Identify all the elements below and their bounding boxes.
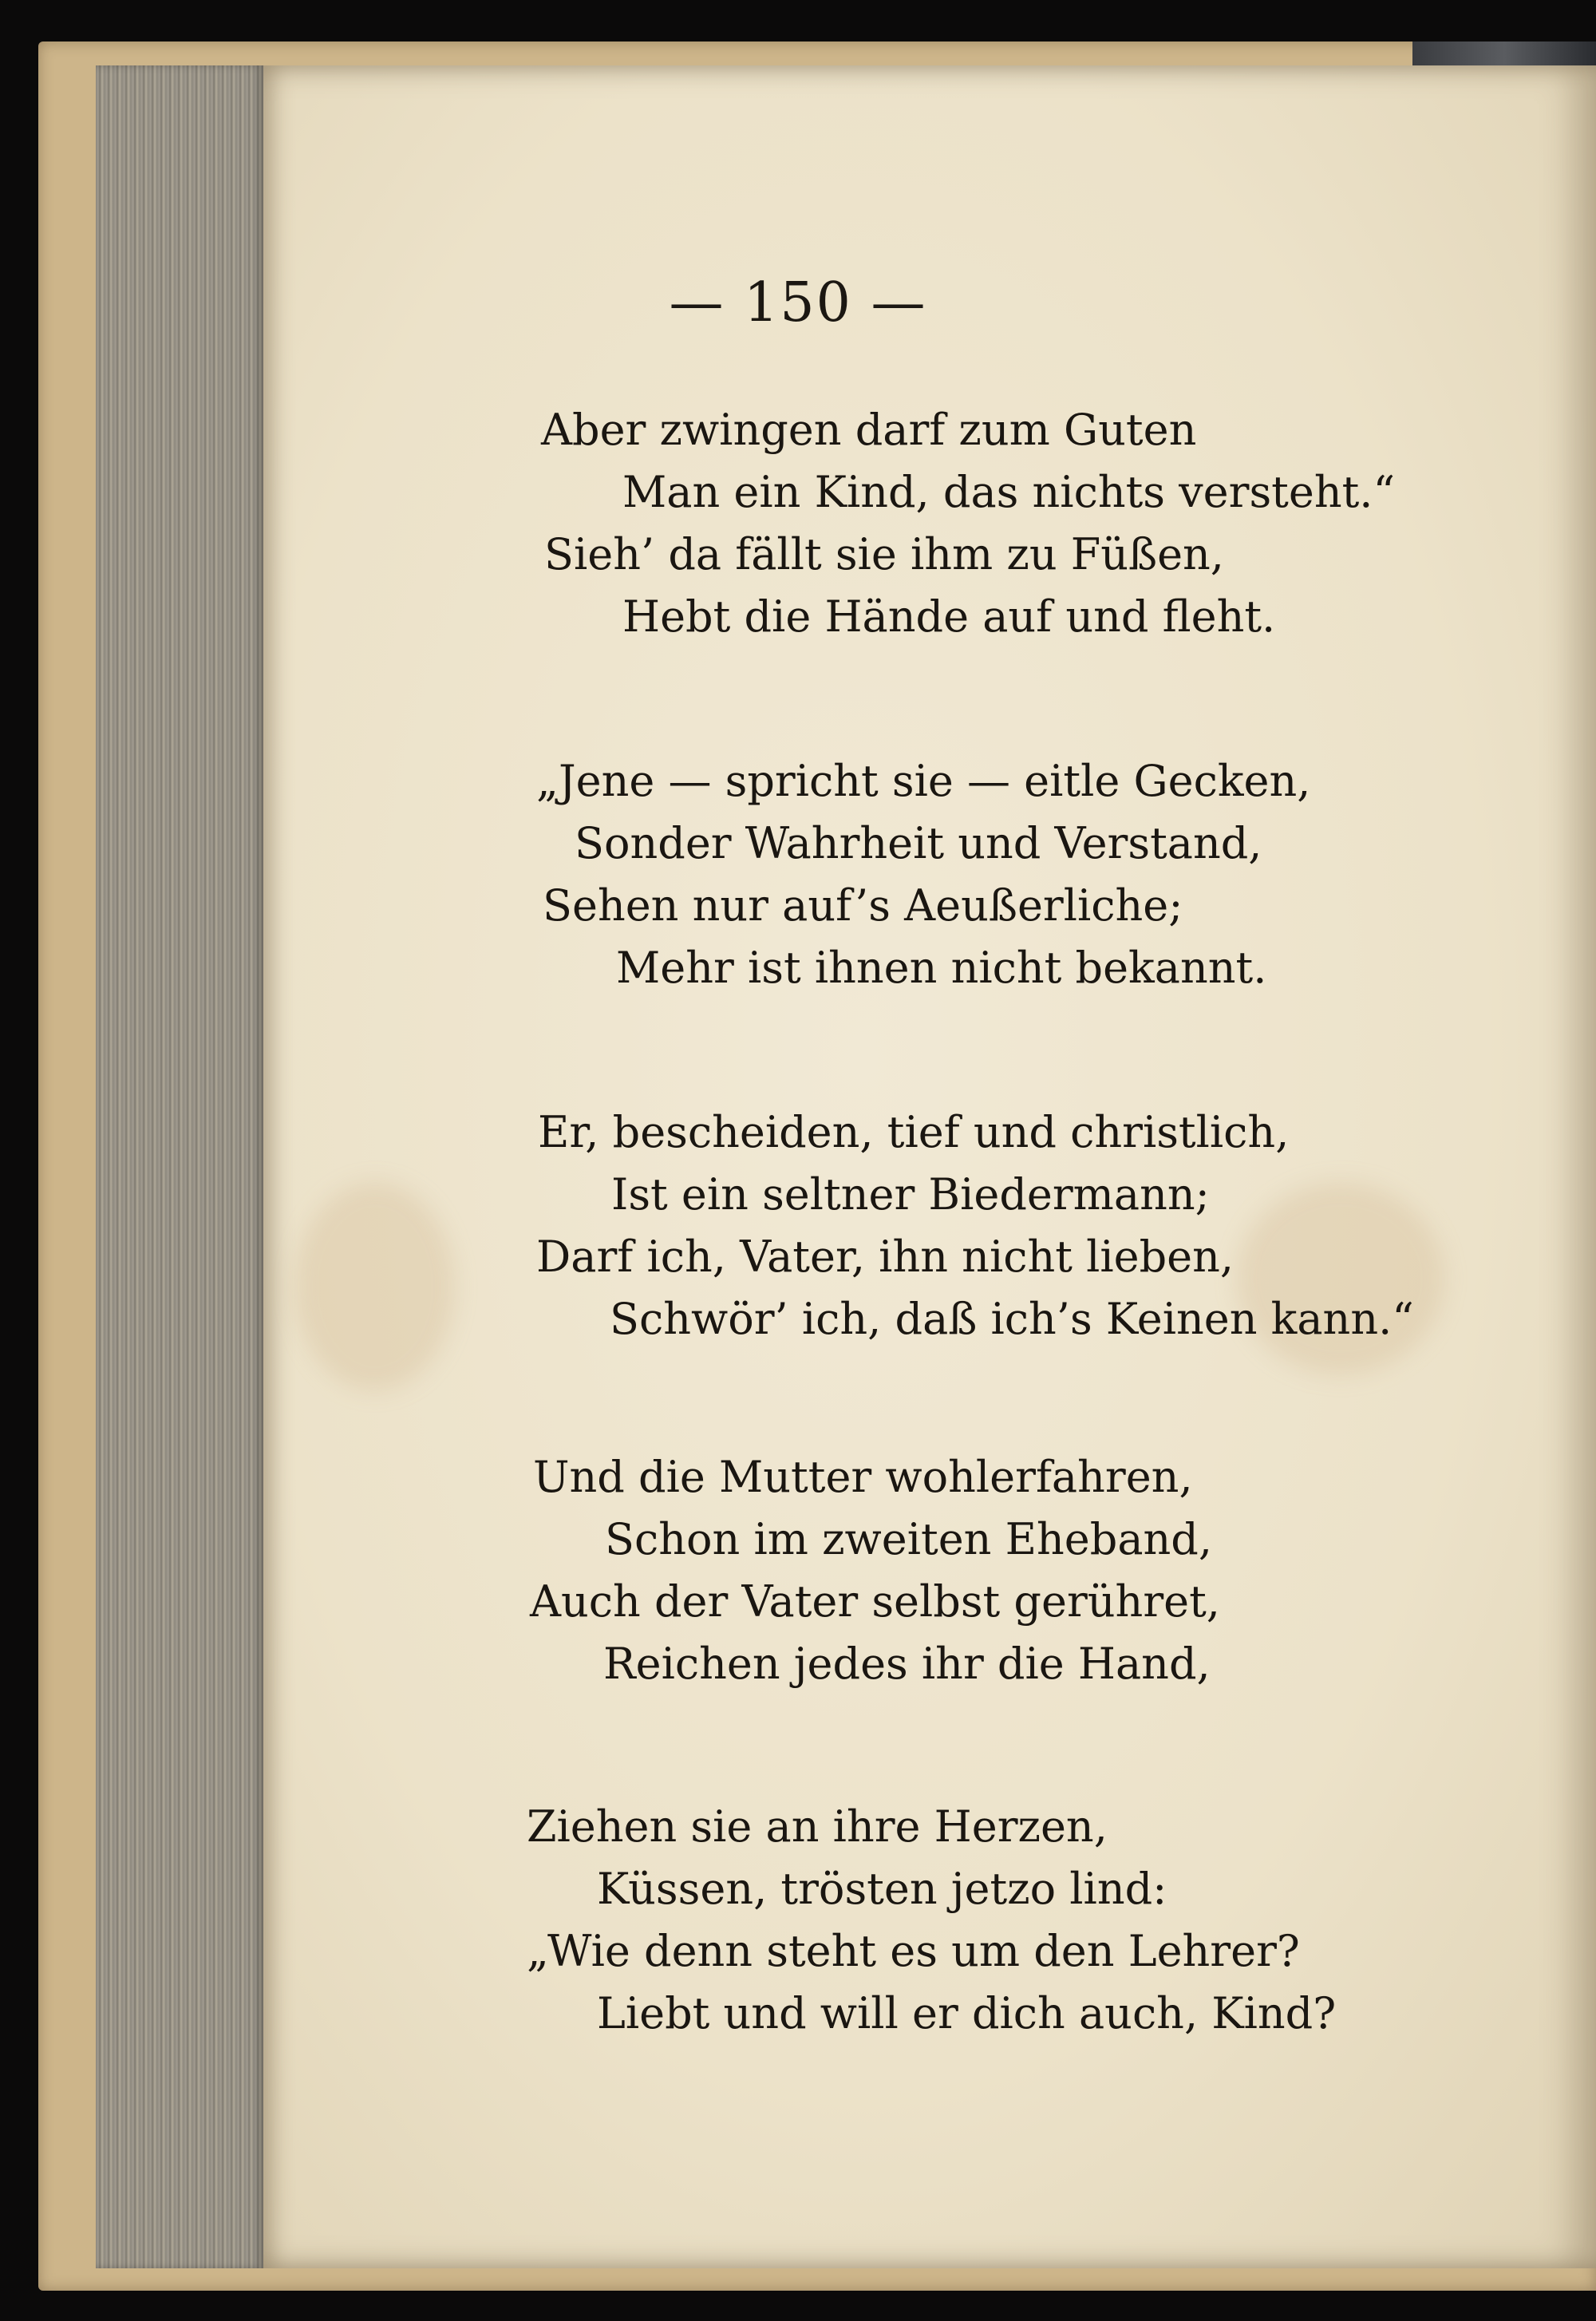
page-edges xyxy=(96,65,263,2268)
verse-line: Und die Mutter wohlerfahren, xyxy=(533,1452,1193,1502)
paper-stain xyxy=(295,1183,455,1390)
verse-line: Aber zwingen darf zum Guten xyxy=(541,405,1197,455)
verse-line: Sehen nur auf’s Aeußerliche; xyxy=(543,880,1183,931)
verse-line: Schwör’ ich, daß ich’s Keinen kann.“ xyxy=(610,1294,1414,1344)
page-number: — 150 — xyxy=(669,271,927,334)
verse-line: Darf ich, Vater, ihn nicht lieben, xyxy=(536,1232,1235,1282)
verse-line: Mehr ist ihnen nicht bekannt. xyxy=(616,943,1267,993)
verse-line: Er, bescheiden, tief und christlich, xyxy=(538,1107,1290,1157)
verse-line: Auch der Vater selbst gerühret, xyxy=(530,1576,1220,1627)
verse-line: Reichen jedes ihr die Hand, xyxy=(603,1639,1211,1689)
verse-line: Hebt die Hände auf und fleht. xyxy=(622,591,1276,642)
verse-line: Sieh’ da fällt sie ihm zu Füßen, xyxy=(544,529,1224,579)
verse-line: Schon im zweiten Eheband, xyxy=(605,1514,1213,1564)
verse-line: Küssen, trösten jetzo lind: xyxy=(597,1864,1167,1914)
verse-line: Liebt und will er dich auch, Kind? xyxy=(597,1988,1337,2038)
verse-line: Ist ein seltner Biedermann; xyxy=(611,1169,1210,1220)
verse-line: Sonder Wahrheit und Verstand, xyxy=(575,818,1262,868)
verse-line: „Wie denn steht es um den Lehrer? xyxy=(527,1926,1300,1976)
verse-line: Ziehen sie an ihre Herzen, xyxy=(527,1801,1108,1852)
verse-line: Man ein Kind, das nichts versteht.“ xyxy=(622,467,1396,517)
verse-line: „Jene — spricht sie — eitle Gecken, xyxy=(536,756,1311,806)
